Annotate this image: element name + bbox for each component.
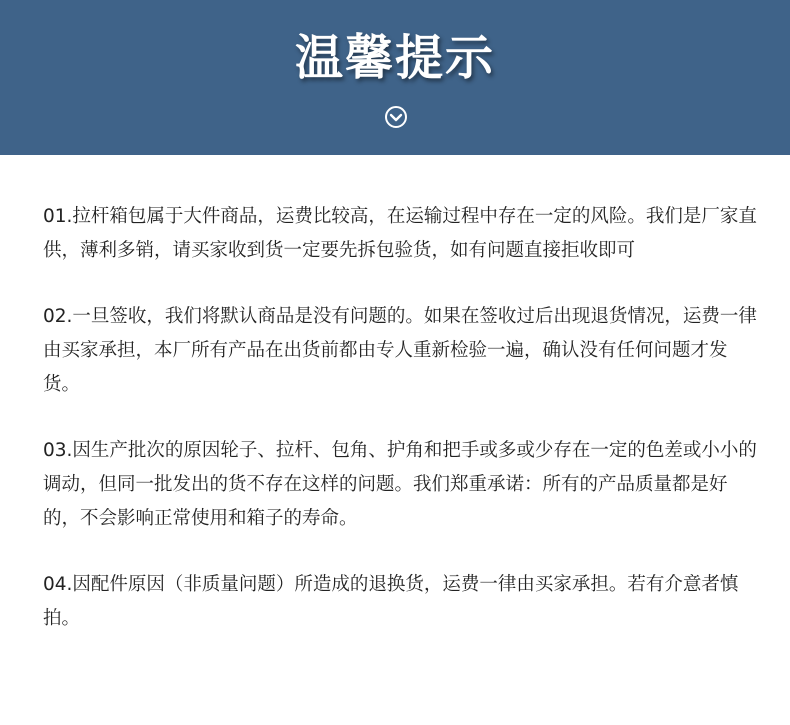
header-banner — [0, 0, 790, 155]
page-title: 温馨提示 — [294, 30, 495, 86]
notice-item-1: 01.拉杆箱包属于大件商品，运费比较高，在运输过程中存在一定的风险。我们是厂家直供，薄利多销，请买家收到货一定要先拆包验货，如有问题直接拒收即可 — [43, 206, 757, 261]
notice-list — [43, 200, 758, 668]
notice-item-4: 04.因配件原因（非质量问题）所造成的退换货，运费一律由买家承担。若有介意者慎拍。 — [43, 574, 739, 629]
notice-item-3: 03.因生产批次的原因轮子、拉杆、包角、护角和把手或多或少存在一定的色差或小小的调动，但同一批发出的货不存在这样的问题。我们郑重承诺：所有的产品质量都是好的，不会影响正常使用和箱子的寿命。 — [43, 440, 757, 529]
notice-item-2: 02.一旦签收，我们将默认商品是没有问题的。如果在签收过后出现退货情况，运费一律由买家承担，本厂所有产品在出货前都由专人重新检验一遍，确认没有任何问题才发货。 — [43, 306, 757, 395]
chevron-down-circle-icon — [384, 105, 408, 129]
